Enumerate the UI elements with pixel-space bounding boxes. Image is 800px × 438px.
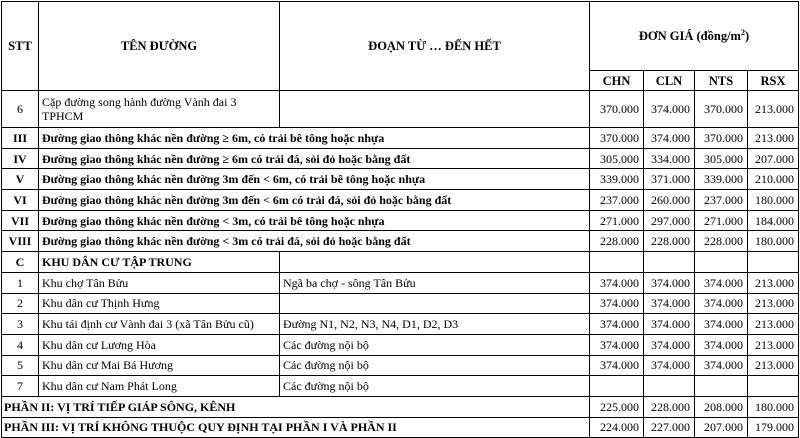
- header-stt: STT: [2, 2, 39, 91]
- cell-cln: 260.000: [644, 190, 695, 211]
- cell-cln: 334.000: [644, 148, 695, 169]
- part-row: [2, 417, 799, 438]
- cell-rsx: 210.000: [748, 169, 799, 190]
- header-ten-duong: TÊN ĐƯỜNG: [39, 2, 280, 91]
- cell-seg: Các đường nội bộ: [280, 376, 590, 397]
- cell-nts: 374.000: [695, 355, 748, 376]
- cell-rsx: 180.000: [748, 190, 799, 211]
- cell-chn: 228.000: [590, 231, 644, 252]
- cell-name: KHU DÂN CƯ TẬP TRUNG: [39, 252, 280, 273]
- header-nts: NTS: [695, 71, 748, 91]
- cell-rsx: 180.000: [748, 231, 799, 252]
- cell-chn: 224.000: [590, 417, 644, 438]
- cell-name: Khu dân cư Thịnh Hưng: [39, 293, 280, 314]
- cell-nts: 374.000: [695, 272, 748, 293]
- cell-nts: 208.000: [695, 396, 748, 417]
- part-label: PHẦN II: VỊ TRÍ TIẾP GIÁP SÔNG, KÊNH: [2, 396, 590, 417]
- cell-stt: 6: [2, 91, 39, 128]
- cell-chn: 370.000: [590, 91, 644, 128]
- cell-name: Đường giao thông khác nền đường 3m đến < 6m, có trải bê tông hoặc nhựa: [39, 169, 590, 190]
- cell-chn: 374.000: [590, 334, 644, 355]
- cell-nts: [695, 376, 748, 397]
- cell-seg: [280, 252, 590, 273]
- table-row: [2, 210, 799, 231]
- cell-stt: IV: [2, 148, 39, 169]
- cell-name: Đường giao thông khác nền đường < 3m, có trải bê tông hoặc nhựa: [39, 210, 590, 231]
- cell-rsx: 213.000: [748, 314, 799, 335]
- header-chn: CHN: [590, 71, 644, 91]
- price-table: [1, 1, 799, 438]
- cell-nts: 207.000: [695, 417, 748, 438]
- cell-nts: 339.000: [695, 169, 748, 190]
- cell-rsx: 213.000: [748, 355, 799, 376]
- cell-rsx: 184.000: [748, 210, 799, 231]
- cell-chn: 374.000: [590, 293, 644, 314]
- header-don-gia: ĐƠN GIÁ $(đồng/m^2)$: [590, 2, 799, 71]
- cell-cln: 374.000: [644, 293, 695, 314]
- cell-chn: 370.000: [590, 128, 644, 149]
- cell-nts: 374.000: [695, 293, 748, 314]
- table-row: [2, 148, 799, 169]
- cell-chn: 225.000: [590, 396, 644, 417]
- cell-rsx: 179.000: [748, 417, 799, 438]
- cell-cln: [644, 252, 695, 273]
- table-row: [2, 376, 799, 397]
- cell-seg: Ngã ba chợ - sông Tân Bửu: [280, 272, 590, 293]
- cell-seg: Đường N1, N2, N3, N4, D1, D2, D3: [280, 314, 590, 335]
- cell-stt: 4: [2, 334, 39, 355]
- cell-cln: 227.000: [644, 417, 695, 438]
- header-rsx: RSX: [748, 71, 799, 91]
- cell-rsx: 213.000: [748, 91, 799, 128]
- cell-name: Đường giao thông khác nền đường ≥ 6m, có trải bê tông hoặc nhựa: [39, 128, 590, 149]
- table-row: [2, 128, 799, 149]
- cell-stt: 3: [2, 314, 39, 335]
- header-cln: CLN: [644, 71, 695, 91]
- cell-nts: 374.000: [695, 314, 748, 335]
- cell-name: Khu chợ Tân Bửu: [39, 272, 280, 293]
- cell-nts: 374.000: [695, 334, 748, 355]
- table-row: [2, 169, 799, 190]
- cell-cln: 228.000: [644, 396, 695, 417]
- cell-chn: 374.000: [590, 314, 644, 335]
- cell-nts: 305.000: [695, 148, 748, 169]
- cell-cln: 374.000: [644, 272, 695, 293]
- cell-stt: 7: [2, 376, 39, 397]
- cell-chn: 339.000: [590, 169, 644, 190]
- cell-rsx: [748, 252, 799, 273]
- cell-stt: III: [2, 128, 39, 149]
- cell-cln: 374.000: [644, 355, 695, 376]
- part-row: [2, 396, 799, 417]
- table-row: [2, 91, 799, 128]
- cell-stt: 1: [2, 272, 39, 293]
- cell-chn: 374.000: [590, 272, 644, 293]
- cell-cln: 374.000: [644, 91, 695, 128]
- cell-chn: 305.000: [590, 148, 644, 169]
- cell-rsx: 180.000: [748, 396, 799, 417]
- cell-nts: [695, 252, 748, 273]
- cell-cln: 371.000: [644, 169, 695, 190]
- table-row: [2, 334, 799, 355]
- cell-cln: 374.000: [644, 334, 695, 355]
- cell-seg: [280, 293, 590, 314]
- cell-name: Khu dân cư Mai Bá Hương: [39, 355, 280, 376]
- table-row: [2, 231, 799, 252]
- cell-seg: [280, 91, 590, 128]
- cell-seg: Các đường nội bộ: [280, 355, 590, 376]
- cell-cln: 228.000: [644, 231, 695, 252]
- table-row: [2, 314, 799, 335]
- cell-stt: VII: [2, 210, 39, 231]
- cell-rsx: 213.000: [748, 272, 799, 293]
- cell-nts: 370.000: [695, 91, 748, 128]
- cell-name: Đường giao thông khác nền đường < 3m có trải đá, sỏi đỏ hoặc bằng đất: [39, 231, 590, 252]
- cell-chn: 374.000: [590, 355, 644, 376]
- cell-chn: [590, 252, 644, 273]
- cell-stt: 2: [2, 293, 39, 314]
- table-row: [2, 252, 799, 273]
- cell-seg: Các đường nội bộ: [280, 334, 590, 355]
- cell-stt: 5: [2, 355, 39, 376]
- cell-cln: 374.000: [644, 128, 695, 149]
- cell-nts: 370.000: [695, 128, 748, 149]
- table-row: [2, 272, 799, 293]
- cell-stt: VIII: [2, 231, 39, 252]
- cell-cln: 297.000: [644, 210, 695, 231]
- cell-cln: [644, 376, 695, 397]
- cell-name: Đường giao thông khác nền đường 3m đến < 6m có trải đá, sỏi đỏ hoặc bằng đất: [39, 190, 590, 211]
- cell-stt: C: [2, 252, 39, 273]
- cell-name: Khu dân cư Lương Hòa: [39, 334, 280, 355]
- cell-name: Đường giao thông khác nền đường ≥ 6m có trải đá, sỏi đỏ hoặc bằng đất: [39, 148, 590, 169]
- cell-name: Khu tái định cư Vành đai 3 (xã Tân Bửu cũ): [39, 314, 280, 335]
- cell-chn: [590, 376, 644, 397]
- cell-stt: VI: [2, 190, 39, 211]
- cell-rsx: 213.000: [748, 293, 799, 314]
- cell-rsx: 213.000: [748, 128, 799, 149]
- table-row: [2, 190, 799, 211]
- cell-nts: 228.000: [695, 231, 748, 252]
- table-row: [2, 355, 799, 376]
- cell-name: Cặp đường song hành đường Vành đai 3 TPHCM: [39, 91, 280, 128]
- cell-name: Khu dân cư Nam Phát Long: [39, 376, 280, 397]
- cell-chn: 271.000: [590, 210, 644, 231]
- table-row: [2, 293, 799, 314]
- cell-cln: 374.000: [644, 314, 695, 335]
- cell-nts: 237.000: [695, 190, 748, 211]
- cell-nts: 271.000: [695, 210, 748, 231]
- header-doan-tu: ĐOẠN TỪ … ĐẾN HẾT: [280, 2, 590, 91]
- part-label: PHẦN III: VỊ TRÍ KHÔNG THUỘC QUY ĐỊNH TẠI PHẦN I VÀ PHẦN II: [2, 417, 590, 438]
- cell-stt: V: [2, 169, 39, 190]
- cell-rsx: 213.000: [748, 334, 799, 355]
- cell-rsx: 207.000: [748, 148, 799, 169]
- cell-rsx: [748, 376, 799, 397]
- cell-chn: 237.000: [590, 190, 644, 211]
